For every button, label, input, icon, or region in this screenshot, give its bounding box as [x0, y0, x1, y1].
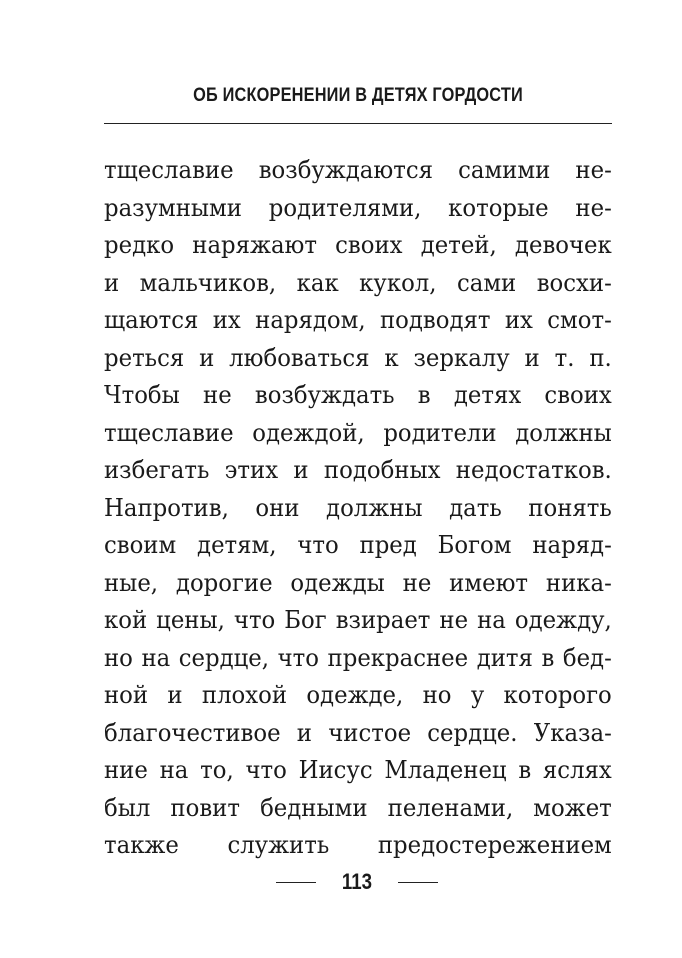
- text-line: реться и любоваться к зеркалу и т. п.: [104, 342, 612, 372]
- text-line: Чтобы не возбуждать в детях своих: [104, 380, 612, 409]
- text-line: тщеславие одеждой, родители должны: [104, 417, 612, 447]
- text-line: и мальчиков, как кукол, сами восхи-: [104, 267, 612, 297]
- running-title: ОБ ИСКОРЕНЕНИИ В ДЕТЯХ ГОРДОСТИ: [193, 85, 523, 106]
- footer-rule-right: [398, 882, 438, 883]
- text-line: щаются их нарядом, подводят их смот-: [104, 305, 612, 334]
- page-footer: [0, 867, 682, 897]
- text-line: ные, дорогие одежды не имеют ника-: [104, 567, 612, 597]
- header-rule: [104, 123, 612, 124]
- text-line: был повит бедными пеленами, может: [104, 792, 612, 822]
- text-line: разумными родителями, которые не-: [104, 192, 612, 222]
- text-line: ной и плохой одежде, но у которого: [104, 680, 612, 709]
- text-line: кой цены, что Бог взирает не на одежду,: [104, 605, 612, 634]
- text-line: благочестивое и чистое сердце. Указа-: [104, 717, 612, 747]
- text-line: редко наряжают своих детей, девочек: [104, 230, 612, 259]
- text-line: избегать этих и подобных недостатков.: [104, 455, 612, 484]
- text-line: Напротив, они должны дать понять: [104, 492, 612, 522]
- text-line: но на сердце, что прекраснее дитя в бед-: [104, 642, 612, 672]
- text-line: также служить предостережением: [104, 830, 612, 859]
- text-line: тщеславие возбуждаются самими не-: [104, 155, 612, 184]
- body-text: [104, 151, 612, 864]
- page-number: 113: [341, 869, 373, 894]
- text-line: своим детям, что пред Богом наряд-: [104, 530, 612, 559]
- footer-rule-left: [276, 882, 316, 883]
- text-line: ние на то, что Иисус Младенец в яслях: [104, 755, 612, 784]
